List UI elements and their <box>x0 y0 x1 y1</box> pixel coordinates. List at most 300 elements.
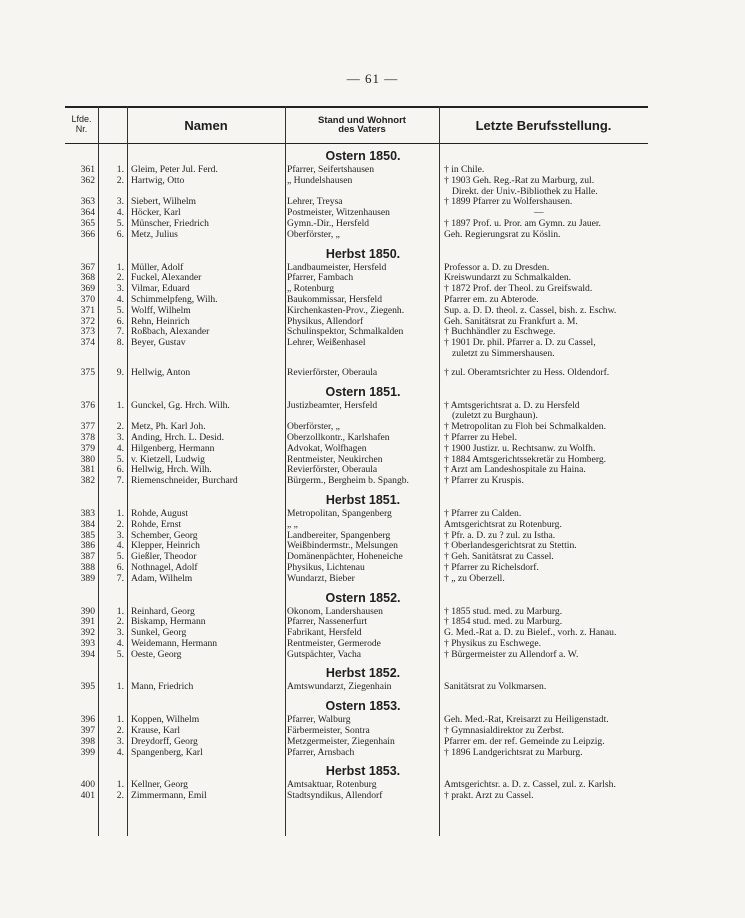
semester-number: 3. <box>116 529 124 541</box>
table-row <box>65 368 648 379</box>
last-occupation-line: Geh. Regierungsrat zu Köslin. <box>444 229 561 240</box>
table-row <box>65 455 648 466</box>
table-row <box>65 317 648 328</box>
last-occupation <box>439 563 648 574</box>
lfde-number: 391 <box>80 616 95 628</box>
student-name: Reinhard, Georg <box>131 606 195 617</box>
semester-number: 4. <box>116 746 124 758</box>
father-occupation: Amtswundarzt, Ziegenhain <box>287 682 392 693</box>
lfde-number: 381 <box>80 464 95 476</box>
student-name: Beyer, Gustav <box>131 338 186 349</box>
table-row <box>65 628 648 639</box>
semester-number: 2. <box>116 421 124 433</box>
father-occupation: Landbaumeister, Hersfeld <box>287 262 387 273</box>
last-occupation-line: † 1897 Prof. u. Pror. am Gymn. zu Jauer. <box>444 218 601 229</box>
last-occupation <box>439 455 648 466</box>
lfde-number: 394 <box>80 648 95 660</box>
semester-number: 2. <box>116 518 124 530</box>
table-row <box>65 263 648 274</box>
last-occupation-line: † 1854 stud. med. zu Marburg. <box>444 617 563 628</box>
section-heading: Herbst 1853. <box>325 764 401 779</box>
last-occupation <box>439 401 648 423</box>
table-row <box>65 273 648 284</box>
last-occupation-line: zuletzt zu Simmershausen. <box>452 347 555 359</box>
student-name: Schember, Georg <box>131 530 198 541</box>
student-name: Hellwig, Hrch. Wilh. <box>131 465 212 476</box>
last-occupation <box>439 368 648 379</box>
last-occupation <box>439 748 648 759</box>
semester-number: 2. <box>116 790 124 802</box>
lfde-number: 369 <box>80 283 95 295</box>
father-occupation: Physikus, Lichtenau <box>287 562 365 573</box>
semester-number: 3. <box>116 196 124 208</box>
semester-number: 4. <box>116 293 124 305</box>
semester-number: 5. <box>116 648 124 660</box>
header-nr: Nr. <box>75 124 88 134</box>
semester-number: 1. <box>116 399 124 411</box>
lfde-number: 392 <box>80 627 95 639</box>
student-name: Riemenschneider, Burchard <box>131 476 238 487</box>
register-table-body <box>65 147 648 806</box>
student-name: Weidemann, Hermann <box>131 638 218 649</box>
student-name: Wolff, Wilhelm <box>131 305 191 316</box>
table-row <box>65 682 648 693</box>
last-occupation-line: † Arzt am Landeshospitale zu Haina. <box>444 465 586 476</box>
semester-number: 4. <box>116 637 124 649</box>
semester-number: 1. <box>116 261 124 273</box>
table-row <box>65 574 648 585</box>
semester-number: 1. <box>116 681 124 693</box>
table-row <box>65 465 648 476</box>
father-occupation: Baukommissar, Hersfeld <box>287 294 383 305</box>
last-occupation <box>439 628 648 639</box>
semester-number: 4. <box>116 207 124 219</box>
last-occupation-line: Direkt. der Univ.-Bibliothek zu Halle. <box>452 185 598 197</box>
semester-number: 6. <box>116 561 124 573</box>
last-occupation-line: † 1884 Amtsgerichtssekretär zu Homberg. <box>444 454 607 465</box>
semester-number: 8. <box>116 337 124 349</box>
table-row <box>65 780 648 791</box>
last-occupation-line: † Pfr. a. D. zu ? zul. zu Istha. <box>444 530 556 541</box>
section-spacer <box>65 802 648 806</box>
lfde-number: 388 <box>80 561 95 573</box>
lfde-number: 365 <box>80 217 95 229</box>
semester-number: 9. <box>116 366 124 378</box>
last-occupation <box>439 726 648 737</box>
father-occupation: Amtsaktuar, Rotenburg <box>287 780 377 791</box>
last-occupation <box>439 422 648 433</box>
father-occupation: Schulinspektor, Schmalkalden <box>287 327 404 338</box>
last-occupation <box>439 317 648 328</box>
lfde-number: 387 <box>80 551 95 563</box>
header-stand-line2: des Vaters <box>338 124 386 135</box>
father-occupation: Domänenpächter, Hoheneiche <box>287 552 403 563</box>
header-lfde-nr <box>65 108 98 142</box>
table-row <box>65 338 648 360</box>
semester-number: 4. <box>116 442 124 454</box>
last-occupation <box>439 327 648 338</box>
last-occupation <box>439 197 648 208</box>
table-row <box>65 295 648 306</box>
last-occupation-line: Pfarrer em. zu Abterode. <box>444 294 539 305</box>
last-occupation-line: † zul. Oberamtsrichter zu Hess. Oldendorf. <box>444 367 610 378</box>
last-occupation-line: † 1872 Prof. der Theol. zu Greifswald. <box>444 284 593 295</box>
last-occupation-line: Amtsgerichtsrat zu Rotenburg. <box>444 519 562 530</box>
semester-number: 1. <box>116 164 124 175</box>
student-name: Metz, Ph. Karl Joh. <box>131 422 206 433</box>
header-beruf: Letzte Berufsstellung. <box>475 117 612 133</box>
last-occupation-line: Sanitätsrat zu Volkmarsen. <box>444 682 547 693</box>
student-name: Rohde, August <box>131 508 189 519</box>
last-occupation <box>439 295 648 306</box>
last-occupation <box>439 541 648 552</box>
table-row <box>65 165 648 176</box>
last-occupation <box>439 780 648 791</box>
last-occupation-line: † Pfarrer zu Kruspis. <box>444 476 524 487</box>
student-name: Roßbach, Alexander <box>131 327 210 338</box>
last-occupation <box>439 338 648 360</box>
semester-number: 6. <box>116 464 124 476</box>
last-occupation <box>439 476 648 487</box>
student-name: Gleim, Peter Jul. Ferd. <box>131 165 218 175</box>
table-row <box>65 650 648 661</box>
father-occupation: Landbereiter, Spangenberg <box>287 530 391 541</box>
father-occupation: Postmeister, Witzenhausen <box>287 208 390 219</box>
lfde-number: 390 <box>80 605 95 617</box>
lfde-number: 375 <box>80 366 95 378</box>
student-name: Dreydorff, Georg <box>131 736 198 747</box>
student-name: Adam, Wilhelm <box>131 573 193 584</box>
lfde-number: 377 <box>80 421 95 433</box>
last-occupation-line: † in Chile. <box>444 165 485 175</box>
table-row <box>65 531 648 542</box>
father-occupation: Pfarrer, Nassenerfurt <box>287 617 368 628</box>
page-number: — 61 — <box>346 71 399 86</box>
section-heading: Ostern 1853. <box>325 699 401 714</box>
lfde-number: 384 <box>80 518 95 530</box>
student-name: Münscher, Friedrich <box>131 218 209 229</box>
table-row <box>65 176 648 198</box>
last-occupation <box>439 509 648 520</box>
last-occupation <box>439 273 648 284</box>
section-heading: Herbst 1851. <box>325 492 401 507</box>
student-name: Vilmar, Eduard <box>131 284 190 295</box>
last-occupation-line: — <box>534 208 544 219</box>
last-occupation-line: † Oberlandesgerichtsrat zu Stettin. <box>444 541 577 552</box>
father-occupation: Kirchenkasten-Prov., Ziegenh. <box>287 305 405 316</box>
last-occupation <box>439 715 648 726</box>
last-occupation <box>439 263 648 274</box>
last-occupation-line: † Geh. Sanitätsrat zu Cassel. <box>444 552 554 563</box>
last-occupation <box>439 650 648 661</box>
lfde-number: 378 <box>80 431 95 443</box>
father-occupation: Gutspächter, Vacha <box>287 649 362 660</box>
father-occupation: Pfarrer, Fambach <box>287 273 354 284</box>
student-name: Rehn, Heinrich <box>131 316 190 327</box>
header-stand-line1: Stand und Wohnort <box>318 114 406 126</box>
lfde-number: 397 <box>80 725 95 737</box>
semester-number: 5. <box>116 304 124 316</box>
section-heading: Herbst 1852. <box>325 666 401 681</box>
lfde-number: 385 <box>80 529 95 541</box>
lfde-number: 371 <box>80 304 95 316</box>
lfde-number: 379 <box>80 442 95 454</box>
student-name: Hellwig, Anton <box>131 367 191 378</box>
father-occupation: Pfarrer, Seifertshausen <box>287 165 374 175</box>
father-occupation: Oberförster, „ <box>287 422 340 433</box>
father-occupation: Bürgerm., Bergheim b. Spangb. <box>287 476 409 487</box>
student-name: Siebert, Wilhelm <box>131 197 196 208</box>
lfde-number: 398 <box>80 735 95 747</box>
father-occupation: Rentmeister, Germerode <box>287 638 381 649</box>
table-row <box>65 748 648 759</box>
last-occupation-line: † 1900 Justizr. u. Rechtsanw. zu Wolfh. <box>444 443 596 454</box>
semester-number: 3. <box>116 431 124 443</box>
lfde-number: 399 <box>80 746 95 758</box>
table-row <box>65 219 648 230</box>
father-occupation: Weißbindermstr., Melsungen <box>287 541 398 552</box>
semester-number: 5. <box>116 453 124 465</box>
father-occupation: Lehrer, Weißenhasel <box>287 338 366 349</box>
lfde-number: 400 <box>80 779 95 791</box>
last-occupation-line: † Metropolitan zu Floh bei Schmalkalden. <box>444 422 606 433</box>
last-occupation-line: Amtsgerichtsr. a. D. z. Cassel, zul. z. Karlsh. <box>444 780 616 791</box>
lfde-number: 395 <box>80 681 95 693</box>
last-occupation <box>439 682 648 693</box>
lfde-number: 401 <box>80 790 95 802</box>
lfde-number: 376 <box>80 399 95 411</box>
table-row <box>65 607 648 618</box>
last-occupation-line: Geh. Sanitätsrat zu Frankfurt a. M. <box>444 316 578 327</box>
table-row <box>65 230 648 241</box>
father-occupation: Metzgermeister, Ziegenhain <box>287 736 395 747</box>
father-occupation: „ „ <box>287 519 298 530</box>
father-occupation: Färbermeister, Sontra <box>287 726 370 737</box>
last-occupation-line: Kreiswundarzt zu Schmalkalden. <box>444 273 572 284</box>
last-occupation <box>439 520 648 531</box>
student-name: Fuckel, Alexander <box>131 273 202 284</box>
lfde-number: 366 <box>80 228 95 240</box>
table-row <box>65 737 648 748</box>
last-occupation-line: G. Med.-Rat a. D. zu Bielef., vorh. z. Hanau. <box>444 628 617 639</box>
table-row <box>65 639 648 650</box>
semester-number: 5. <box>116 217 124 229</box>
last-occupation-line: † Bürgermeister zu Allendorf a. W. <box>444 649 579 660</box>
last-occupation-line: † 1899 Pfarrer zu Wolfershausen. <box>444 197 573 208</box>
lfde-number: 370 <box>80 293 95 305</box>
lfde-number: 389 <box>80 572 95 584</box>
table-row <box>65 541 648 552</box>
header-rule <box>65 143 648 144</box>
last-occupation <box>439 574 648 585</box>
student-name: Müller, Adolf <box>131 262 184 273</box>
last-occupation-line: † 1855 stud. med. zu Marburg. <box>444 606 563 617</box>
last-occupation <box>439 531 648 542</box>
last-occupation-line: † Pfarrer zu Richelsdorf. <box>444 562 539 573</box>
semester-number: 2. <box>116 272 124 284</box>
student-name: Biskamp, Hermann <box>131 617 206 628</box>
lfde-number: 396 <box>80 714 95 726</box>
semester-number: 7. <box>116 572 124 584</box>
semester-number: 4. <box>116 540 124 552</box>
father-occupation: Oberförster, „ <box>287 229 340 240</box>
header-lfde: Lfde. <box>71 114 92 125</box>
semester-number: 5. <box>116 551 124 563</box>
table-row <box>65 444 648 455</box>
semester-number: 2. <box>116 174 124 186</box>
student-name: Hartwig, Otto <box>131 175 185 186</box>
last-occupation-line: (zuletzt zu Burghaun). <box>452 410 538 422</box>
last-occupation <box>439 208 648 219</box>
semester-number: 3. <box>116 735 124 747</box>
student-name: Zimmermann, Emil <box>131 791 207 802</box>
semester-number: 2. <box>116 616 124 628</box>
last-occupation <box>439 306 648 317</box>
table-row <box>65 552 648 563</box>
student-name: Metz, Julius <box>131 229 178 240</box>
semester-number: 1. <box>116 605 124 617</box>
lfde-number: 364 <box>80 207 95 219</box>
last-occupation-line: † 1896 Landgerichtsrat zu Marburg. <box>444 747 583 758</box>
semester-number: 2. <box>116 725 124 737</box>
lfde-number: 368 <box>80 272 95 284</box>
table-row <box>65 617 648 628</box>
semester-number: 7. <box>116 326 124 338</box>
last-occupation-line: † Gymnasialdirektor zu Zerbst. <box>444 726 564 737</box>
student-name: Anding, Hrch. L. Desid. <box>131 432 224 443</box>
father-occupation: Physikus, Allendorf <box>287 316 364 327</box>
student-name: Oeste, Georg <box>131 649 182 660</box>
student-name: Mann, Friedrich <box>131 682 194 693</box>
semester-number: 1. <box>116 779 124 791</box>
lfde-number: 363 <box>80 196 95 208</box>
last-occupation <box>439 465 648 476</box>
lfde-number: 367 <box>80 261 95 273</box>
last-occupation-line: † 1901 Dr. phil. Pfarrer a. D. zu Cassel, <box>444 338 596 349</box>
lfde-number: 373 <box>80 326 95 338</box>
last-occupation <box>439 791 648 802</box>
father-occupation: Revierförster, Oberaula <box>287 367 378 378</box>
student-name: Höcker, Karl <box>131 208 181 219</box>
student-name: Gunckel, Gg. Hrch. Wilh. <box>131 400 230 411</box>
father-occupation: Oberzollkontr., Karlshafen <box>287 432 390 443</box>
father-occupation: Pfarrer, Arnsbach <box>287 747 355 758</box>
father-occupation: Fabrikant, Hersfeld <box>287 628 362 639</box>
father-occupation: Advokat, Wolfhagen <box>287 443 367 454</box>
lfde-number: 372 <box>80 315 95 327</box>
last-occupation-line: Professor a. D. zu Dresden. <box>444 262 550 273</box>
father-occupation: Pfarrer, Walburg <box>287 715 351 726</box>
last-occupation <box>439 165 648 176</box>
last-occupation <box>439 176 648 198</box>
table-row <box>65 197 648 208</box>
last-occupation-line: Pfarrer em. der ref. Gemeinde zu Leipzig. <box>444 736 605 747</box>
last-occupation-line: † Pfarrer zu Calden. <box>444 508 522 519</box>
semester-number: 1. <box>116 714 124 726</box>
student-name: v. Kietzell, Ludwig <box>131 454 205 465</box>
table-row <box>65 422 648 433</box>
last-occupation-line: † 1903 Geh. Reg.-Rat zu Marburg, zul. <box>444 175 595 186</box>
student-name: Kellner, Georg <box>131 780 188 791</box>
table-row <box>65 476 648 487</box>
father-occupation: Stadtsyndikus, Allendorf <box>287 791 383 802</box>
father-occupation: Wundarzt, Bieber <box>287 573 355 584</box>
table-row <box>65 401 648 423</box>
last-occupation-line: † Amtsgerichtsrat a. D. zu Hersfeld <box>444 400 580 411</box>
table-row <box>65 791 648 802</box>
father-occupation: Metropolitan, Spangenberg <box>287 508 392 519</box>
last-occupation <box>439 639 648 650</box>
lfde-number: 393 <box>80 637 95 649</box>
section-heading: Ostern 1851. <box>325 384 401 399</box>
table-row <box>65 520 648 531</box>
last-occupation <box>439 444 648 455</box>
student-name: Gießler, Theodor <box>131 552 197 563</box>
semester-number: 7. <box>116 475 124 487</box>
last-occupation <box>439 230 648 241</box>
father-occupation: Rentmeister, Neukirchen <box>287 454 383 465</box>
section-heading: Ostern 1850. <box>325 149 401 163</box>
last-occupation <box>439 552 648 563</box>
semester-number: 6. <box>116 315 124 327</box>
table-row <box>65 306 648 317</box>
table-row <box>65 284 648 295</box>
student-name: Nothnagel, Adolf <box>131 562 198 573</box>
last-occupation <box>439 219 648 230</box>
student-name: Krause, Karl <box>131 726 181 737</box>
header-namen: Namen <box>184 117 228 133</box>
father-occupation: Gymn.-Dir., Hersfeld <box>287 218 370 229</box>
table-row <box>65 726 648 737</box>
semester-number: 3. <box>116 627 124 639</box>
last-occupation-line: Geh. Med.-Rat, Kreisarzt zu Heiligenstadt. <box>444 715 609 726</box>
last-occupation <box>439 617 648 628</box>
last-occupation-line: † Physikus zu Eschwege. <box>444 638 541 649</box>
student-name: Klepper, Heinrich <box>131 541 200 552</box>
student-name: Hilgenberg, Hermann <box>131 443 215 454</box>
lfde-number: 383 <box>80 507 95 519</box>
lfde-number: 374 <box>80 337 95 349</box>
student-name: Rohde, Ernst <box>131 519 182 530</box>
father-occupation: Ökonom, Landershausen <box>287 606 383 617</box>
lfde-number: 362 <box>80 174 95 186</box>
lfde-number: 361 <box>80 164 95 175</box>
section-heading: Herbst 1850. <box>325 246 401 261</box>
table-row <box>65 715 648 726</box>
table-row <box>65 327 648 338</box>
semester-number: 6. <box>116 228 124 240</box>
father-occupation: „ Rotenburg <box>287 284 334 295</box>
last-occupation-line: † „ zu Oberzell. <box>444 573 505 584</box>
lfde-number: 380 <box>80 453 95 465</box>
student-name: Schimmelpfeng, Wilh. <box>131 294 218 305</box>
father-occupation: Lehrer, Treysa <box>287 197 343 208</box>
last-occupation <box>439 737 648 748</box>
header-stand <box>285 108 439 142</box>
last-occupation-line: Sup. a. D. D. theol. z. Cassel, bish. z. Eschw. <box>444 305 617 316</box>
semester-number: 3. <box>116 283 124 295</box>
student-name: Spangenberg, Karl <box>131 747 203 758</box>
table-row <box>65 509 648 520</box>
semester-number: 1. <box>116 507 124 519</box>
last-occupation <box>439 607 648 618</box>
table-row <box>65 208 648 219</box>
father-occupation: Justizbeamter, Hersfeld <box>287 400 378 411</box>
last-occupation <box>439 284 648 295</box>
table-row <box>65 433 648 444</box>
last-occupation-line: † Pfarrer zu Hebel. <box>444 432 517 443</box>
father-occupation: Revierförster, Oberaula <box>287 465 378 476</box>
